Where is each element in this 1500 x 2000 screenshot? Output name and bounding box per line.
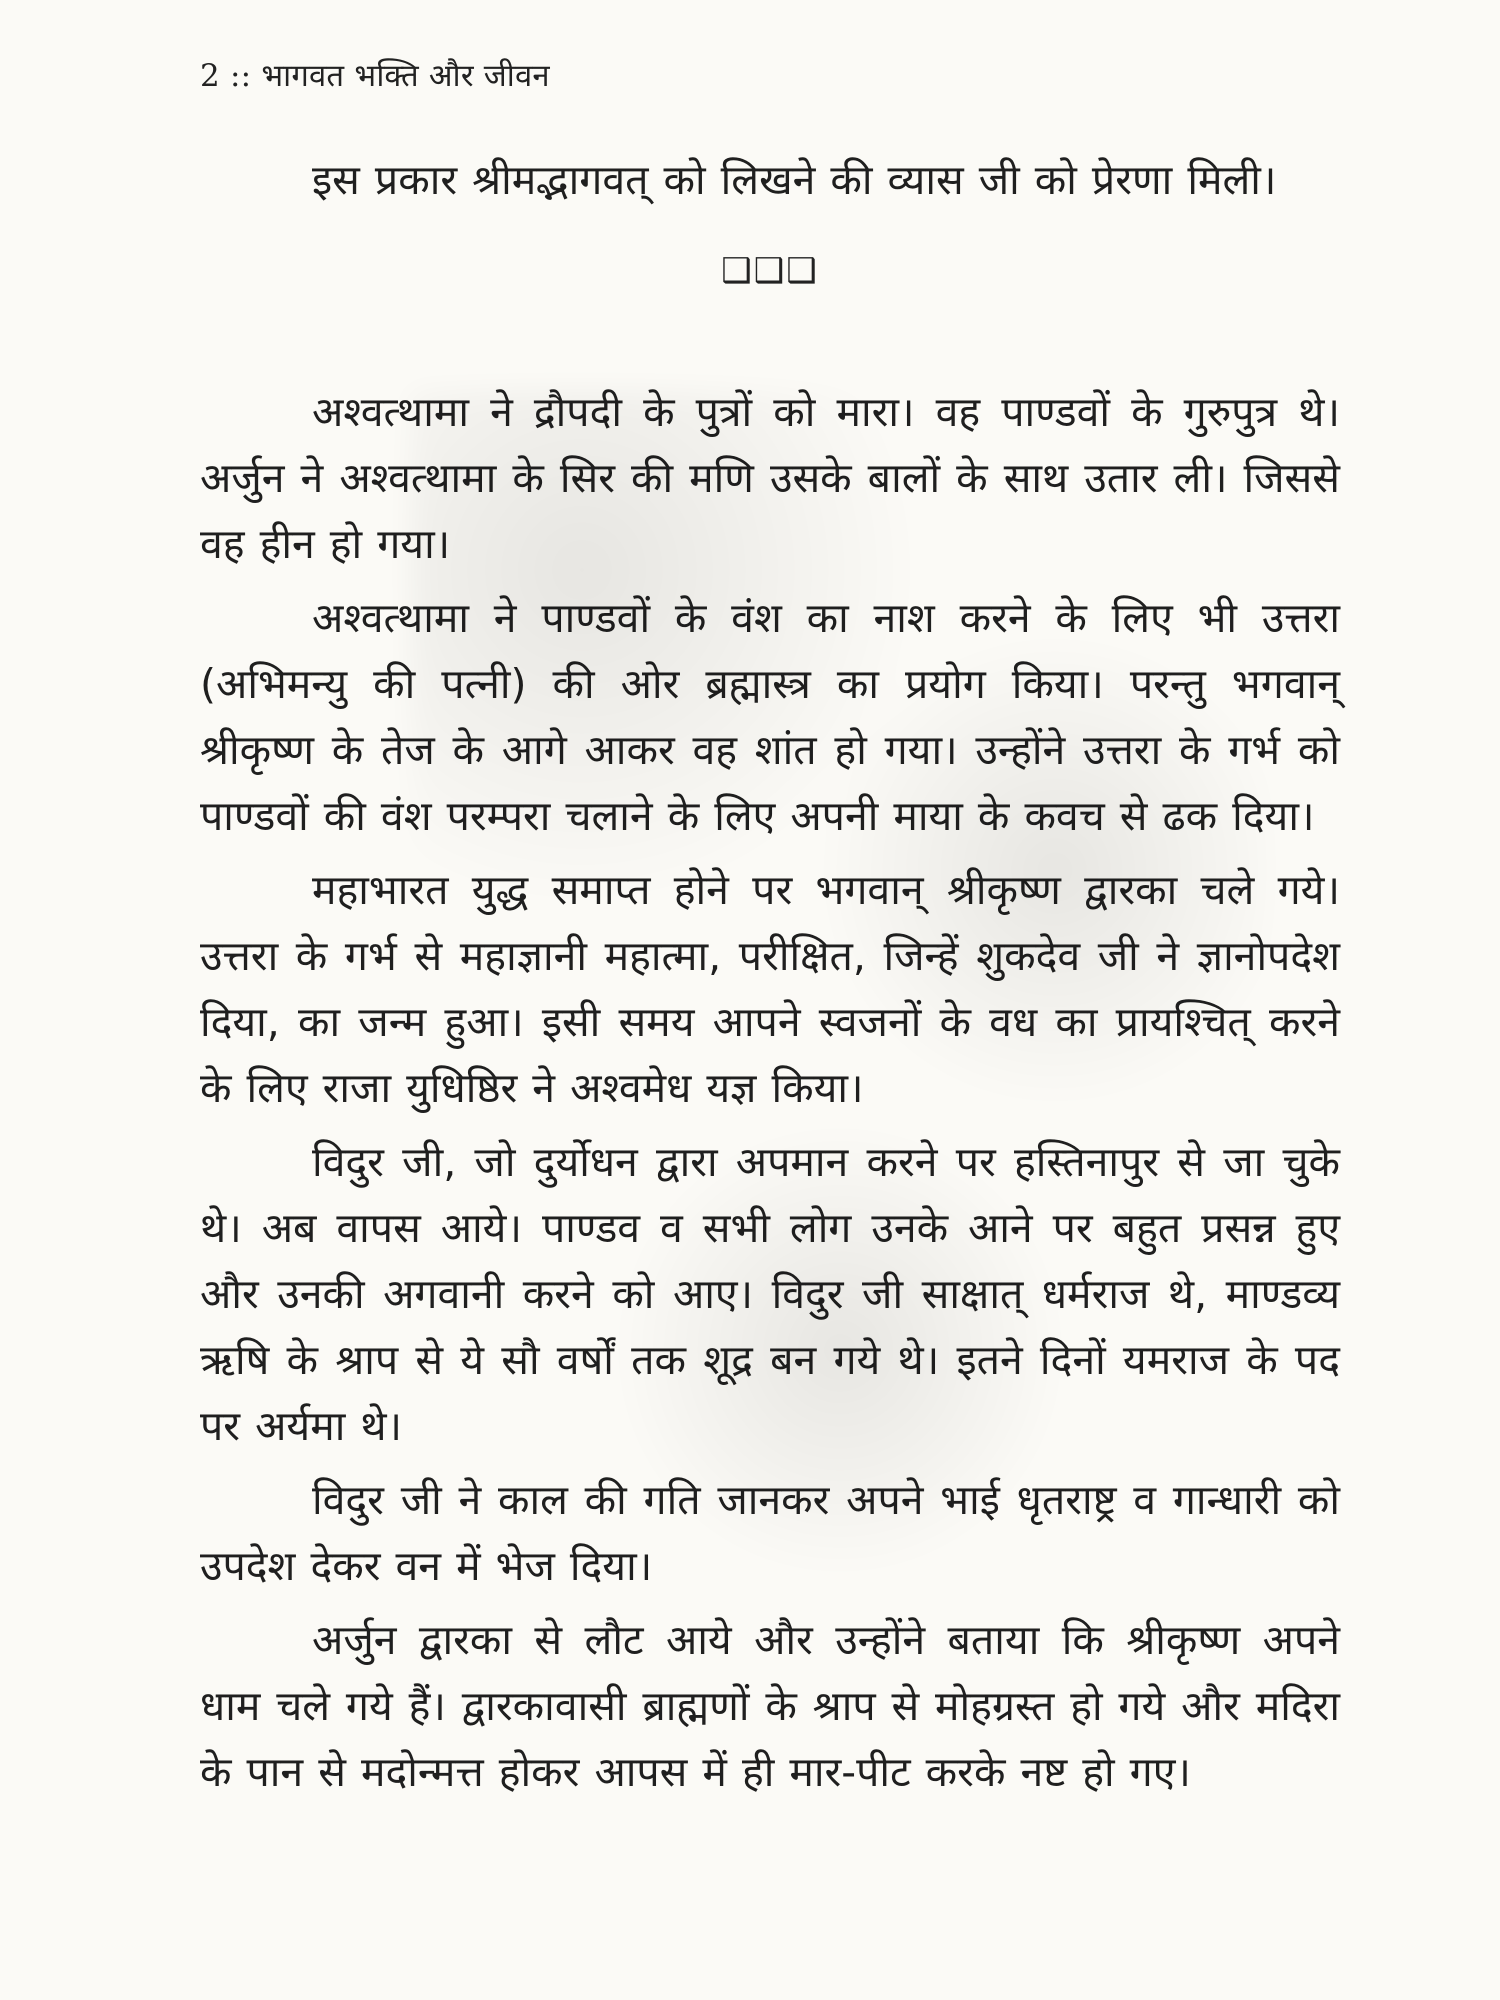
paragraph-7: अर्जुन द्वारका से लौट आये और उन्होंने बताया कि श्रीकृष्ण अपने धाम चले गये हैं। द्वारकावासी ब्राह्मणों के श्राप से मोहग्रस्त हो गये और मदिरा के पान से मदोन्मत्त होकर आपस में ही मार-पीट करके नष्ट हो गए। [200,1616,1340,1797]
paragraph-3: अश्वत्थामा ने पाण्डवों के वंश का नाश करने के लिए भी उत्तरा (अभिमन्यु की पत्नी) की ओर ब्रह्मास्त्र का प्रयोग किया। परन्तु भगवान् श्रीकृष्ण के तेज के आगे आकर वह शांत हो गया। उन्होंने उत्तरा के गर्भ को पाण्डवों की वंश परम्परा चलाने के लिए अपनी माया के कवच से ढक दिया। [200,594,1340,841]
running-head: 2 :: भागवत भक्ति और जीवन [200,58,550,94]
paragraph-1: इस प्रकार श्रीमद्भागवत् को लिखने की व्यास जी को प्रेरणा मिली। [312,156,1277,205]
paragraph-6: विदुर जी ने काल की गति जानकर अपने भाई धृतराष्ट्र व गान्धारी को उपदेश देकर वन में भेज दिया। [200,1476,1340,1591]
paragraph-4: महाभारत युद्ध समाप्त होने पर भगवान् श्रीकृष्ण द्वारका चले गये। उत्तरा के गर्भ से महाज्ञानी महात्मा, परीक्षित, जिन्हें शुकदेव जी ने ज्ञानोपदेश दिया, का जन्म हुआ। इसी समय आपने स्वजनों के वध का प्रायश्चित् करने के लिए राजा युधिष्ठिर ने अश्वमेध यज्ञ किया। [200,866,1340,1113]
paragraph-2: अश्वत्थामा ने द्रौपदी के पुत्रों को मारा। वह पाण्डवों के गुरुपुत्र थे। अर्जुन ने अश्वत्थामा के सिर की मणि उसके बालों के साथ उतार ली। जिससे वह हीन हो गया। [200,388,1340,569]
paragraph-5: विदुर जी, जो दुर्योधन द्वारा अपमान करने पर हस्तिनापुर से जा चुके थे। अब वापस आये। पाण्डव व सभी लोग उनके आने पर बहुत प्रसन्न हुए और उनकी अगवानी करने को आए। विदुर जी साक्षात् धर्मराज थे, माण्डव्य ऋषि के श्राप से ये सौ वर्षों तक शूद्र बन गये थे। इतने दिनों यमराज के पद पर अर्यमा थे। [200,1138,1340,1451]
section-separator: ❑❑❑ [721,251,819,292]
